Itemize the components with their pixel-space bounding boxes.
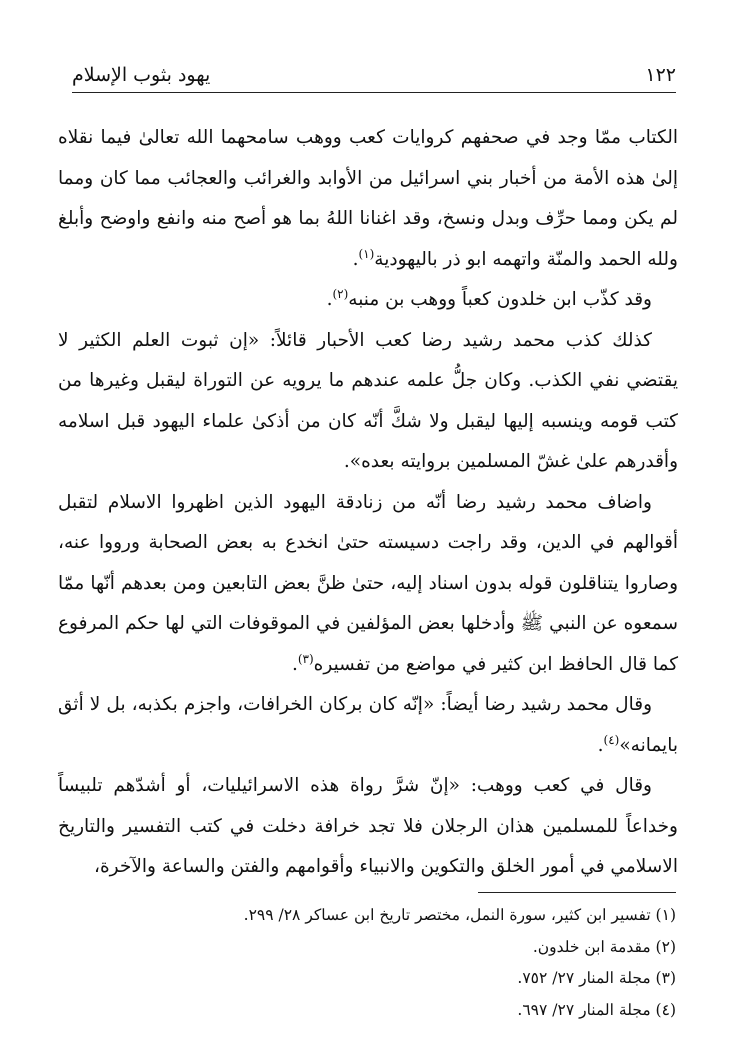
paragraph: الكتاب ممّا وجد في صحفهم كروايات كعب ووهب سامحهما الله تعالىٰ فيما نقلاه إلىٰ هذه الأمة من أخبار بني اسرائيل من الأوابد والغرائب والعجائب مما كان ومما لم يكن ومما حرِّف وبدل ونسخ، وقد اغنانا اللهُ بما هو أصح منه وانفع واوضح وأبلغ ولله الحمد والمنّة واتهمه ابو ذر باليهودية$^{(١)}$. xyxy=(58,127,678,270)
paragraph: وقال محمد رشيد رضا أيضاً: «إنّه كان بركان الخرافات، واجزم بكذبه، بل لا أثق بايمانه»$^{(٤)}$. xyxy=(58,694,678,756)
footnote-reference[interactable]: (٣) xyxy=(297,651,314,666)
page-number: ١٢٢ xyxy=(645,64,676,86)
header-divider xyxy=(72,92,676,93)
page-header xyxy=(72,56,676,86)
footnote-2: (٢) مقدمة ابن خلدون. xyxy=(532,937,676,956)
footnote-4: (٤) مجلة المنار ٢٧/ ٦٩٧. xyxy=(517,1000,676,1019)
footnotes xyxy=(72,900,676,1026)
running-title: يهود بثوب الإسلام xyxy=(72,64,211,86)
footnote-reference[interactable]: (٤) xyxy=(603,732,620,747)
footnote-divider xyxy=(478,892,676,893)
footnote-1: (١) تفسير ابن كثير، سورة النمل، مختصر تاريخ ابن عساكر ٢٨/ ٢٩٩. xyxy=(243,906,676,924)
main-text xyxy=(58,118,678,888)
paragraph: واضاف محمد رشيد رضا أنّه من زنادقة اليهود الذين اظهروا الاسلام لتقبل أقوالهم في الدين، وقد راجت دسيسته حتىٰ انخدع به بعض الصحابة ورووا عنه، وصاروا يتناقلون قوله بدون اسناد إليه، حتىٰ ظنَّ بعض التابعين ومن بعدهم أنّها ممّا سمعوه عن النبي ﷺ وأدخلها بعض المؤلفين في الموقوفات التي لها حكم المرفوع كما قال الحافظ ابن كثير في مواضع من تفسيره$^{(٣)}$. xyxy=(58,491,678,675)
footnote-reference[interactable]: (١) xyxy=(358,246,375,261)
paragraph: وقد كذّب ابن خلدون كعباً ووهب بن منبه$^{(٢)}$. xyxy=(326,286,652,310)
footnote-3: (٣) مجلة المنار ٢٧/ ٧٥٢. xyxy=(517,969,676,987)
paragraph: كذلك كذب محمد رشيد رضا كعب الأحبار قائلاً: «إن ثبوت العلم الكثير لا يقتضي نفي الكذب. وكان جلُّ علمه عندهم ما يرويه عن التوراة ليقبل وغيرها من كتب قومه وينسبه إليها ليقبل ولا شكَّ أنّه كان من أذكىٰ علماء اليهود قبل اسلامه وأقدرهم علىٰ غشّ المسلمين بروايته بعده». xyxy=(58,329,678,472)
footnote-reference[interactable]: (٢) xyxy=(332,286,349,301)
paragraph: وقال في كعب ووهب: «إنّ شرَّ رواة هذه الاسرائيليات، أو أشدّهم تلبيساً وخداعاً للمسلمين هذان الرجلان فلا تجد خرافة دخلت في كتب التفسير والتاريخ الاسلامي في أمور الخلق والتكوين والانبياء وأقوامهم والفتن والساعة والآخرة، xyxy=(58,775,678,877)
